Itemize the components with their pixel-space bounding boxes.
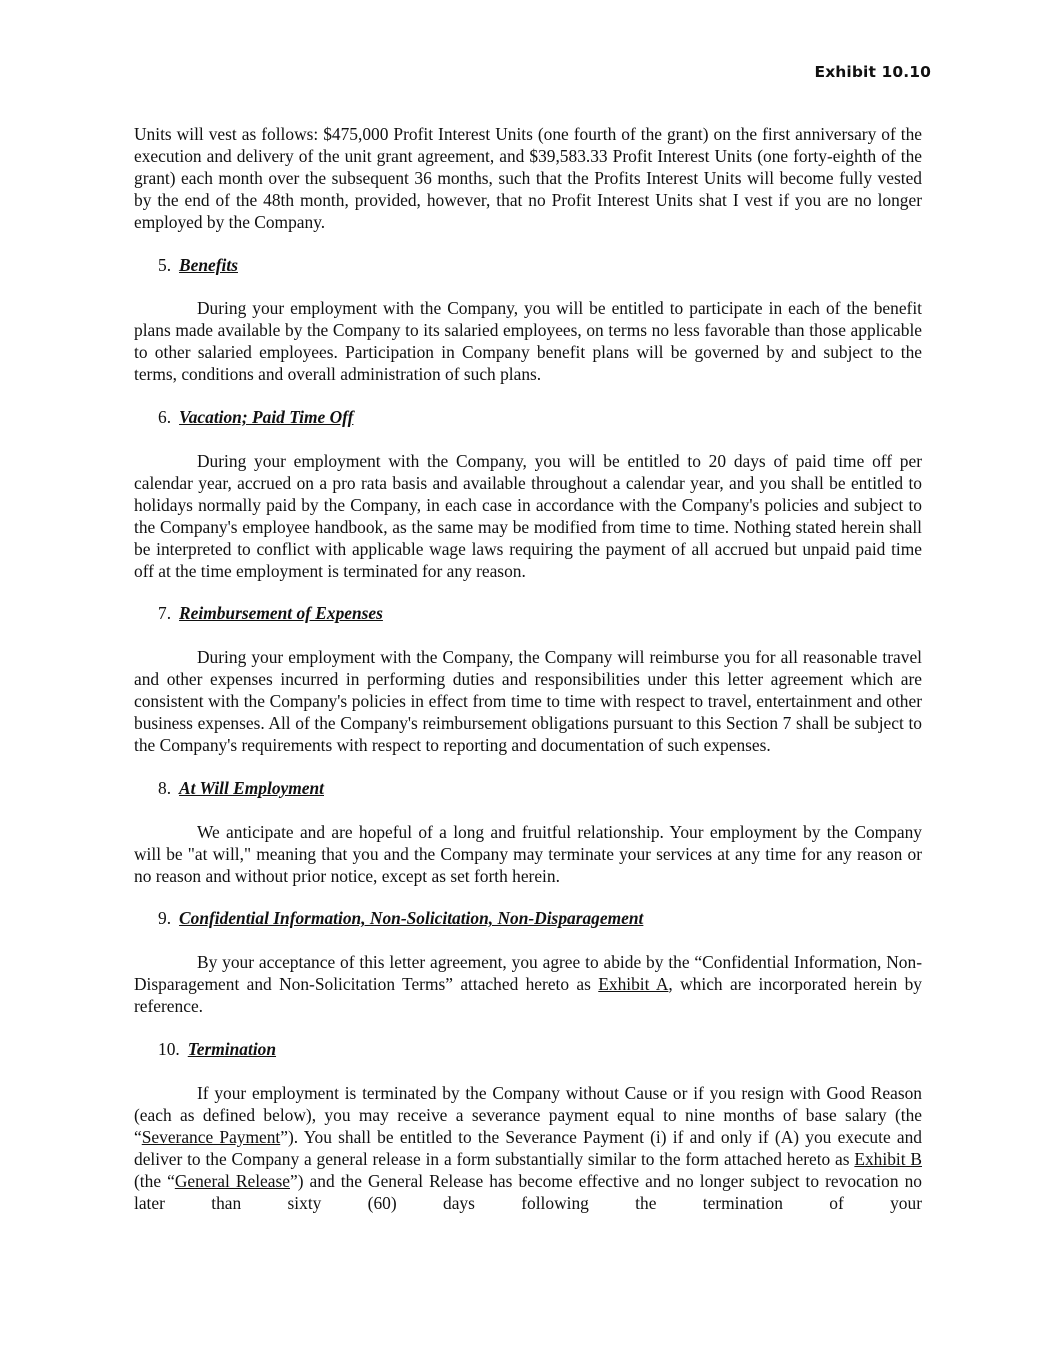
text: By your acceptance of this letter agreement, you agree to abide by the “Confidential Information, Non-Disparagement and Non-Solicitation Terms” attached hereto as [134,952,922,995]
section-6-heading [134,407,922,429]
section-title-at-will: At Will Employment [179,777,324,798]
exhibit-label: Exhibit 10.10 [814,63,931,81]
text: ”) and the General Release has become effective and no longer subject to revocation no later than sixty (60) days following the termination of your [134,1170,922,1213]
severance-payment-term: Severance Payment [141,1126,281,1147]
intro-paragraph: Units will vest as follows: $475,000 Profit Interest Units (one fourth of the grant) on the first anniversary of the execution and delivery of the unit grant agreement, and $39,583.33 Profit Interest Units (one forty-eighth of the grant) each month over the subsequent 36 months, such that the Profits Interest Units will become fully vested by the end of the 48th month, provided, however, that no Profit Interest Units shat I vest if you are no longer employed by the Company. [134,124,922,232]
section-number: 7. [158,603,172,624]
section-title-benefits: Benefits [179,254,238,275]
section-number: 9. [158,908,172,929]
section-5-heading [134,255,922,277]
section-5-paragraph: During your employment with the Company, you will be entitled to participate in each of the benefit plans made available by the Company to its salaried employees, on terms no less favorable than those applicable to other salaried employees. Participation in Company benefit plans will be governed by and subject to the terms, conditions and overall administration of such plans. [134,298,922,385]
text: (the “ [134,1170,175,1191]
section-9-heading [134,908,922,930]
section-number: 6. [158,407,172,428]
exhibit-a-reference: Exhibit A [598,974,669,995]
section-number: 10. [158,1039,180,1060]
section-7-heading [134,603,922,625]
section-6-paragraph: During your employment with the Company, you will be entitled to 20 days of paid time off per calendar year, accrued on a pro rata basis and available throughout a calendar year, and you shall be entitled to holidays normally paid by the Company, in each case in accordance with the Company's policies and subject to the Company's employee handbook, as the same may be modified from time to time. Nothing stated herein shall be interpreted to conflict with applicable wage laws requiring the payment of all accrued but unpaid paid time off at the time employment is terminated for any reason. [134,450,922,581]
text: , which are incorporated herein by reference. [134,974,922,1017]
section-10-heading [134,1039,922,1061]
section-9-paragraph [134,952,922,1018]
document-body [134,124,922,1235]
exhibit-b-reference: Exhibit B [854,1148,922,1169]
text: If your employment is terminated by the Company without Cause or if you resign with Good Reason (each as defined below), you may receive a severance payment equal to nine months of base salary (the “ [134,1083,922,1147]
section-8-heading [134,778,922,800]
text: ”). You shall be entitled to the Severance Payment (i) if and only if (A) you execute and deliver to the Company a general release in a form substantially similar to the form attached hereto as [134,1126,922,1169]
section-title-reimbursement: Reimbursement of Expenses [179,603,383,624]
general-release-term: General Release [174,1170,290,1191]
section-7-paragraph: During your employment with the Company, the Company will reimburse you for all reasonable travel and other expenses incurred in performing duties and responsibilities under this letter agreement which are consistent with the Company's policies in effect from time to time with respect to travel, entertainment and other business expenses. All of the Company's reimbursement obligations pursuant to this Section 7 shall be subject to the Company's requirements with respect to reporting and documentation of such expenses. [134,647,922,755]
section-title-termination: Termination [187,1039,277,1060]
section-10-paragraph [134,1083,922,1214]
section-number: 5. [158,254,172,275]
section-8-paragraph: We anticipate and are hopeful of a long and fruitful relationship. Your employment by the Company will be "at will," meaning that you and the Company may terminate your services at any time for any reason or no reason and without prior notice, except as set forth herein. [134,821,922,886]
section-number: 8. [158,777,172,798]
section-title-vacation: Vacation; Paid Time Off [179,407,354,428]
section-title-confidential: Confidential Information, Non-Solicitation, Non-Disparagement [179,908,644,929]
